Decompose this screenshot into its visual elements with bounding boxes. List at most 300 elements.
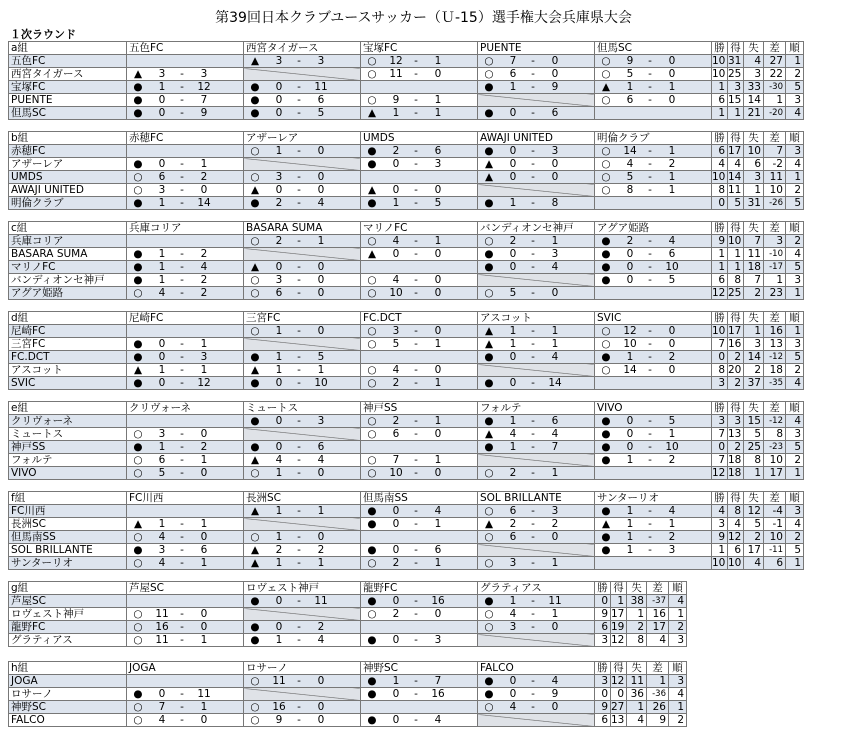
result-mark: ○ xyxy=(484,531,494,543)
score-dash: ‐ xyxy=(414,518,418,530)
match-result xyxy=(244,634,361,647)
result-line xyxy=(127,714,243,726)
result-line xyxy=(361,184,477,196)
stat-value: 3 xyxy=(728,81,744,94)
result-line xyxy=(595,274,711,286)
stat-value: 20 xyxy=(728,364,744,377)
self-match-cell xyxy=(595,287,712,300)
stat-value: 11 xyxy=(764,171,786,184)
stat-header: 失 xyxy=(627,582,647,595)
result-line xyxy=(595,531,711,543)
group-table-7 xyxy=(8,581,687,647)
self-match-cell xyxy=(361,81,478,94)
score-dash: ‐ xyxy=(531,197,535,209)
result-line xyxy=(478,158,594,170)
score-dash: ‐ xyxy=(180,338,184,350)
result-line xyxy=(244,81,360,93)
team-name: SVIC xyxy=(9,377,127,390)
score-for: 1 xyxy=(158,261,166,273)
score-dash: ‐ xyxy=(180,184,184,196)
result-line xyxy=(127,557,243,569)
match-result xyxy=(478,415,595,428)
result-line xyxy=(361,364,477,376)
stat-value: 3 xyxy=(786,505,804,518)
result-mark: ○ xyxy=(484,287,494,299)
score-dash: ‐ xyxy=(648,415,652,427)
group-name: f組 xyxy=(9,492,127,505)
score-dash: ‐ xyxy=(180,364,184,376)
result-line xyxy=(595,261,711,273)
result-line xyxy=(244,675,360,687)
stat-header: 失 xyxy=(627,662,647,675)
score-against: 0 xyxy=(434,608,442,620)
opponent-header: UMDS xyxy=(361,132,478,145)
score-against: 0 xyxy=(317,675,325,687)
stat-value: 5 xyxy=(728,197,744,210)
score-against: 1 xyxy=(317,557,325,569)
result-mark: ● xyxy=(133,107,143,119)
match-result xyxy=(127,557,244,570)
score-against: 5 xyxy=(317,107,325,119)
score-for: 0 xyxy=(158,377,166,389)
score-for: 1 xyxy=(626,518,634,530)
match-result xyxy=(127,441,244,454)
result-line xyxy=(361,68,477,80)
result-mark: ○ xyxy=(133,467,143,479)
stat-value: 4 xyxy=(786,377,804,390)
result-mark: ● xyxy=(133,261,143,273)
opponent-header: 三宮FC xyxy=(244,312,361,325)
result-mark: ▲ xyxy=(250,454,260,466)
group-table-8 xyxy=(8,661,687,727)
score-against: 12 xyxy=(197,377,211,389)
score-for: 0 xyxy=(275,184,283,196)
result-mark: ▲ xyxy=(367,107,377,119)
team-name: ロヴェスト神戸 xyxy=(9,608,127,621)
result-line xyxy=(361,107,477,119)
result-line xyxy=(595,325,711,337)
team-name: 三宮FC xyxy=(9,338,127,351)
result-mark: ○ xyxy=(250,171,260,183)
stat-value: 3 xyxy=(669,675,687,688)
match-result xyxy=(361,145,478,158)
score-for: 2 xyxy=(392,415,400,427)
score-dash: ‐ xyxy=(297,415,301,427)
result-mark: ○ xyxy=(484,505,494,517)
result-mark: ● xyxy=(250,441,260,453)
score-against: 1 xyxy=(200,364,208,376)
stat-value: 1 xyxy=(744,467,764,480)
score-for: 11 xyxy=(155,608,169,620)
score-for: 1 xyxy=(275,634,283,646)
result-line xyxy=(244,325,360,337)
result-line xyxy=(595,544,711,556)
stat-value: 10 xyxy=(728,235,744,248)
score-dash: ‐ xyxy=(648,338,652,350)
opponent-header: グラティアス xyxy=(478,582,595,595)
score-dash: ‐ xyxy=(531,441,535,453)
score-dash: ‐ xyxy=(414,675,418,687)
stat-value: 4 xyxy=(786,415,804,428)
team-name: 西宮タイガース xyxy=(9,68,127,81)
score-for: 3 xyxy=(275,171,283,183)
score-dash: ‐ xyxy=(648,544,652,556)
header-row xyxy=(9,582,687,595)
match-result xyxy=(361,364,478,377)
group-name: a組 xyxy=(9,42,127,55)
stat-value: 1 xyxy=(712,248,728,261)
score-against: 11 xyxy=(314,595,328,607)
score-dash: ‐ xyxy=(531,107,535,119)
score-for: 1 xyxy=(275,351,283,363)
score-dash: ‐ xyxy=(297,531,301,543)
stat-value: 3 xyxy=(669,634,687,647)
score-against: 3 xyxy=(200,68,208,80)
stat-value: 2 xyxy=(786,68,804,81)
match-result xyxy=(478,608,595,621)
team-row xyxy=(9,145,804,158)
score-against: 2 xyxy=(200,274,208,286)
stat-header: 得 xyxy=(728,132,744,145)
score-for: 0 xyxy=(275,621,283,633)
score-dash: ‐ xyxy=(648,184,652,196)
result-line xyxy=(361,608,477,620)
score-for: 0 xyxy=(392,518,400,530)
score-for: 2 xyxy=(509,235,517,247)
score-against: 0 xyxy=(551,531,559,543)
team-name: ミュートス xyxy=(9,428,127,441)
score-dash: ‐ xyxy=(297,261,301,273)
score-dash: ‐ xyxy=(414,158,418,170)
result-line xyxy=(244,595,360,607)
stat-value: 5 xyxy=(786,351,804,364)
stat-value: 14 xyxy=(728,171,744,184)
result-mark: ▲ xyxy=(601,518,611,530)
stat-value: 18 xyxy=(764,364,786,377)
result-line xyxy=(244,634,360,646)
team-row xyxy=(9,557,804,570)
opponent-header: 宝塚FC xyxy=(361,42,478,55)
score-for: 0 xyxy=(509,107,517,119)
stat-value: 8 xyxy=(744,454,764,467)
score-for: 0 xyxy=(158,351,166,363)
result-mark: ● xyxy=(250,81,260,93)
result-mark: ○ xyxy=(367,287,377,299)
stat-value: 1 xyxy=(712,107,728,120)
stat-value: 36 xyxy=(627,688,647,701)
score-dash: ‐ xyxy=(648,428,652,440)
result-mark: ● xyxy=(484,675,494,687)
score-for: 7 xyxy=(158,701,166,713)
stat-header: 得 xyxy=(611,662,627,675)
match-result xyxy=(244,544,361,557)
result-line xyxy=(595,248,711,260)
result-line xyxy=(127,81,243,93)
result-mark: ○ xyxy=(367,338,377,350)
score-against: 0 xyxy=(317,325,325,337)
score-dash: ‐ xyxy=(531,325,535,337)
score-dash: ‐ xyxy=(297,364,301,376)
result-line xyxy=(244,531,360,543)
score-for: 4 xyxy=(509,428,517,440)
score-for: 3 xyxy=(275,274,283,286)
score-for: 1 xyxy=(509,338,517,350)
score-against: 6 xyxy=(434,145,442,157)
stat-value: 0 xyxy=(611,688,627,701)
score-for: 9 xyxy=(275,714,283,726)
score-dash: ‐ xyxy=(297,107,301,119)
match-result xyxy=(361,94,478,107)
match-result xyxy=(478,621,595,634)
score-against: 1 xyxy=(668,81,676,93)
stat-value: 12 xyxy=(728,531,744,544)
score-against: 0 xyxy=(434,467,442,479)
match-result xyxy=(244,287,361,300)
match-result xyxy=(244,197,361,210)
result-line xyxy=(127,441,243,453)
match-result xyxy=(478,68,595,81)
result-line xyxy=(361,415,477,427)
score-against: 0 xyxy=(551,158,559,170)
result-line xyxy=(127,171,243,183)
self-match-cell xyxy=(127,145,244,158)
team-row xyxy=(9,81,804,94)
score-against: 0 xyxy=(200,184,208,196)
score-dash: ‐ xyxy=(180,634,184,646)
opponent-header: サンターリオ xyxy=(595,492,712,505)
score-for: 0 xyxy=(509,248,517,260)
score-dash: ‐ xyxy=(180,518,184,530)
score-dash: ‐ xyxy=(531,248,535,260)
result-line xyxy=(595,94,711,106)
score-for: 0 xyxy=(509,158,517,170)
score-for: 4 xyxy=(158,287,166,299)
result-mark: ● xyxy=(484,351,494,363)
score-for: 0 xyxy=(275,415,283,427)
score-against: 0 xyxy=(200,428,208,440)
score-for: 2 xyxy=(392,557,400,569)
stat-header: 勝 xyxy=(595,582,611,595)
self-match-cell xyxy=(478,94,595,107)
score-for: 1 xyxy=(626,544,634,556)
result-mark: ● xyxy=(601,454,611,466)
stat-value: 25 xyxy=(728,68,744,81)
score-for: 6 xyxy=(392,428,400,440)
score-for: 3 xyxy=(158,544,166,556)
team-name: FC川西 xyxy=(9,505,127,518)
stat-value: -37 xyxy=(647,595,669,608)
score-against: 1 xyxy=(200,701,208,713)
result-mark: ● xyxy=(601,531,611,543)
score-for: 1 xyxy=(509,415,517,427)
score-for: 1 xyxy=(626,505,634,517)
score-dash: ‐ xyxy=(297,94,301,106)
self-match-cell xyxy=(127,235,244,248)
self-match-cell xyxy=(595,107,712,120)
team-name: アグア姫路 xyxy=(9,287,127,300)
stat-value: 1 xyxy=(728,107,744,120)
result-line xyxy=(244,197,360,209)
stat-value: 6 xyxy=(712,145,728,158)
score-for: 1 xyxy=(275,145,283,157)
opponent-header: ミュートス xyxy=(244,402,361,415)
stat-value: 2 xyxy=(744,531,764,544)
stat-value: 3 xyxy=(728,415,744,428)
result-line xyxy=(127,688,243,700)
match-result xyxy=(361,197,478,210)
team-row xyxy=(9,248,804,261)
score-for: 1 xyxy=(275,505,283,517)
score-dash: ‐ xyxy=(180,171,184,183)
stat-value: 6 xyxy=(764,557,786,570)
score-dash: ‐ xyxy=(180,621,184,633)
result-mark: ○ xyxy=(367,415,377,427)
score-dash: ‐ xyxy=(414,454,418,466)
stat-value: -2 xyxy=(764,158,786,171)
score-dash: ‐ xyxy=(648,248,652,260)
opponent-header: 赤穂FC xyxy=(127,132,244,145)
result-mark: ● xyxy=(250,621,260,633)
stat-value: 27 xyxy=(611,701,627,714)
self-match-cell xyxy=(478,184,595,197)
score-for: 1 xyxy=(275,557,283,569)
stat-value: 3 xyxy=(786,338,804,351)
self-match-cell xyxy=(361,441,478,454)
score-dash: ‐ xyxy=(648,158,652,170)
score-against: 1 xyxy=(551,338,559,350)
score-against: 1 xyxy=(200,557,208,569)
score-dash: ‐ xyxy=(531,55,535,67)
stat-value: -26 xyxy=(764,197,786,210)
team-name: ロサーノ xyxy=(9,688,127,701)
stat-value: -36 xyxy=(647,688,669,701)
result-line xyxy=(478,107,594,119)
team-name: VIVO xyxy=(9,467,127,480)
stat-value: 3 xyxy=(712,415,728,428)
stat-value: 31 xyxy=(744,197,764,210)
score-against: 1 xyxy=(317,364,325,376)
score-against: 0 xyxy=(434,325,442,337)
score-for: 4 xyxy=(158,714,166,726)
score-for: 1 xyxy=(509,81,517,93)
opponent-header: 西宮タイガース xyxy=(244,42,361,55)
score-dash: ‐ xyxy=(297,274,301,286)
stat-value: 26 xyxy=(647,701,669,714)
stat-value: 27 xyxy=(764,55,786,68)
result-line xyxy=(127,544,243,556)
team-name: アザーレア xyxy=(9,158,127,171)
stat-value: 2 xyxy=(786,184,804,197)
result-line xyxy=(127,621,243,633)
match-result xyxy=(478,287,595,300)
stat-header: 順 xyxy=(786,312,804,325)
match-result xyxy=(127,107,244,120)
result-mark: ○ xyxy=(484,621,494,633)
match-result xyxy=(127,634,244,647)
result-line xyxy=(127,531,243,543)
score-dash: ‐ xyxy=(414,274,418,286)
match-result xyxy=(244,675,361,688)
result-line xyxy=(127,184,243,196)
result-line xyxy=(478,351,594,363)
score-against: 2 xyxy=(668,158,676,170)
result-line xyxy=(244,145,360,157)
stat-value: 2 xyxy=(786,454,804,467)
score-against: 3 xyxy=(551,505,559,517)
team-row xyxy=(9,158,804,171)
score-against: 2 xyxy=(200,171,208,183)
result-line xyxy=(244,274,360,286)
score-for: 4 xyxy=(392,235,400,247)
opponent-header: バンディオンセ神戸 xyxy=(478,222,595,235)
match-result xyxy=(478,518,595,531)
result-mark: ● xyxy=(367,714,377,726)
score-for: 3 xyxy=(158,68,166,80)
match-result xyxy=(478,428,595,441)
stat-value: 7 xyxy=(744,274,764,287)
score-for: 3 xyxy=(509,557,517,569)
stat-value: 5 xyxy=(786,441,804,454)
stat-value: 9 xyxy=(595,701,611,714)
stat-value: 23 xyxy=(764,287,786,300)
result-mark: ○ xyxy=(367,274,377,286)
stat-value: 6 xyxy=(744,158,764,171)
opponent-header: フォルテ xyxy=(478,402,595,415)
team-name: フォルテ xyxy=(9,454,127,467)
self-match-cell xyxy=(595,197,712,210)
score-dash: ‐ xyxy=(180,441,184,453)
score-against: 1 xyxy=(668,184,676,196)
score-dash: ‐ xyxy=(180,158,184,170)
stat-value: 5 xyxy=(786,81,804,94)
match-result xyxy=(595,338,712,351)
score-against: 0 xyxy=(317,701,325,713)
score-dash: ‐ xyxy=(414,94,418,106)
team-row xyxy=(9,68,804,81)
header-row xyxy=(9,402,804,415)
match-result xyxy=(478,531,595,544)
team-name: 但馬南SS xyxy=(9,531,127,544)
score-against: 0 xyxy=(551,68,559,80)
score-against: 0 xyxy=(434,184,442,196)
stat-value: 7 xyxy=(712,338,728,351)
stat-value: 3 xyxy=(595,634,611,647)
result-line xyxy=(361,235,477,247)
stat-value: 4 xyxy=(744,557,764,570)
stat-value: 10 xyxy=(728,557,744,570)
result-line xyxy=(361,428,477,440)
result-line xyxy=(244,377,360,389)
score-against: 0 xyxy=(200,714,208,726)
score-dash: ‐ xyxy=(414,68,418,80)
result-mark: ● xyxy=(133,158,143,170)
match-result xyxy=(244,557,361,570)
match-result xyxy=(244,454,361,467)
stat-value: 0 xyxy=(712,441,728,454)
opponent-header: PUENTE xyxy=(478,42,595,55)
match-result xyxy=(478,441,595,454)
stat-value: 2 xyxy=(669,621,687,634)
result-mark: ○ xyxy=(484,701,494,713)
result-mark: ○ xyxy=(484,55,494,67)
match-result xyxy=(595,351,712,364)
match-result xyxy=(595,364,712,377)
match-result xyxy=(244,81,361,94)
self-match-cell xyxy=(127,325,244,338)
score-dash: ‐ xyxy=(414,595,418,607)
match-result xyxy=(244,325,361,338)
match-result xyxy=(361,454,478,467)
